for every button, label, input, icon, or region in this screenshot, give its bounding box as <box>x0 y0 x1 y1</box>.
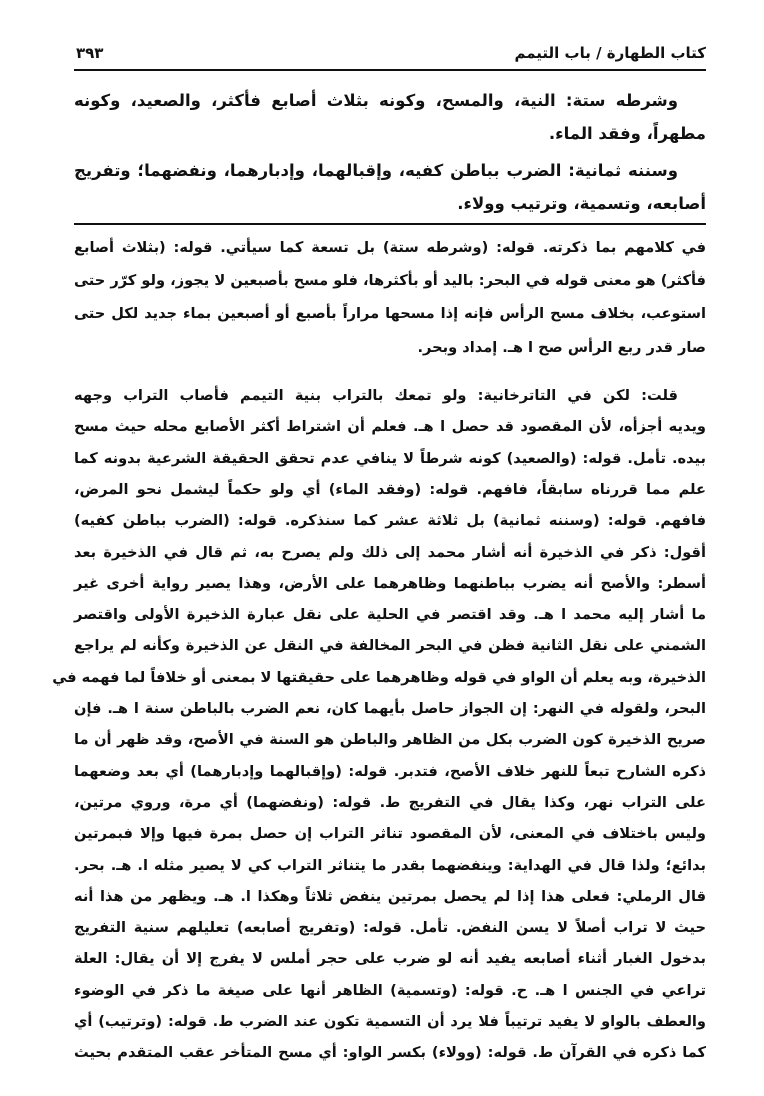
text-line: وشرطه ستة: النية، والمسح، وكونه بثلاث أصابع فأكثر، والصعيد، وكونه <box>74 91 678 110</box>
commentary-line: ذكره الشارح تبعاً للنهر خلاف الأصح، فتدبر. قوله: (وإقبالهما وإدبارهما) أي بعد وضعهما <box>74 762 706 780</box>
commentary-line: أسطر: والأصح أنه يضرب بباطنهما وظاهرهما على الأرض، وهذا يصير رواية أخرى غير <box>74 574 706 592</box>
header-rule <box>74 69 706 71</box>
commentary-line: أقول: ذكر في الذخيرة أنه أشار محمد إلى ذلك ولم يصرح به، ثم قال في الذخيرة بعد <box>74 543 706 561</box>
commentary-line: بدخول الغبار أثناء أصابعه يفيد أنه لو ضرب على حجر أملس لا يفرج إلا أن يقال: العلة <box>74 950 706 968</box>
commentary-line: ما أشار إليه محمد ا هـ. وقد اقتصر في الحلية على نقل عبارة الذخيرة الأولى واقتصر <box>74 606 706 624</box>
text-line: وسننه ثمانية: الضرب بباطن كفيه، وإقبالهما، وإدبارهما، ونفضهما؛ وتفريج <box>74 161 678 180</box>
commentary-line: استوعب، بخلاف مسح الرأس فإنه إذا مسحها مراراً بأصبع أو أصبعين بماء جديد لكل حتى <box>74 305 706 322</box>
commentary-line: قلت: لكن في التاترخانية: ولو تمعك بالتراب بنية التيمم فأصاب التراب وجهه <box>74 387 678 404</box>
commentary-line: كما ذكره في القرآن ط. قوله: (وولاء) بكسر الواو: أي مسح المتأخر عقب المتقدم بحيث <box>74 1044 706 1062</box>
commentary-line: البحر، ولقوله في النهر: إن الجواز حاصل بأيهما كان، نعم الضرب بالباطن سنة ا هـ. فإن <box>74 700 706 717</box>
commentary-line: ويديه أجزأه، لأن المقصود قد حصل ا هـ. فعلم أن اشتراط أكثر الأصابع محله حيث مسح <box>74 418 706 436</box>
commentary-line: بدائع؛ ولذا قال في الهداية: وينفضهما بقدر ما يتناثر التراب كي لا يصير مثله ا. هـ. بحر. <box>74 856 706 874</box>
chapter-title: كتاب الطهارة / باب التيمم <box>514 44 706 62</box>
commentary-line: في كلامهم بما ذكرته. قوله: (وشرطه ستة) بل تسعة كما سيأتي. قوله: (بثلاث أصابع <box>74 239 706 256</box>
commentary-line: قال الرملي: فعلى هذا إذا لم يحصل بمرتين ينفض ثلاثاً وهكذا ا. هـ. ويظهر من هذا أنه <box>74 887 706 905</box>
text-line: أصابعه، وتسمية، وترتيب وولاء. <box>457 194 706 213</box>
commentary-line: والعطف بالواو لا يفيد ترتيباً فلا يرد أن التسمية تكون عند الضرب ط. قوله: (وترتيب) أي <box>74 1013 706 1030</box>
commentary-line: حيث لا تراب أصلاً لا يسن النفض. تأمل. قوله: (وتفريج أصابعه) تعليلهم سنية التفريج <box>74 919 706 937</box>
commentary-line: صار قدر ربع الرأس صح ا هـ. إمداد وبحر. <box>417 339 706 356</box>
page-number: ٣٩٣ <box>76 44 104 62</box>
commentary-line: فأكثر) هو معنى قوله في البحر: باليد أو بأكثرها، فلو مسح بأصبعين لا يجوز، ولو كرّر حتى <box>74 272 706 289</box>
commentary-line: علم مما قررناه سابقاً، فافهم. قوله: (وفقد الماء) أي ولو حكماً ليشمل نحو المرض، <box>74 480 706 498</box>
footnote-separator <box>74 223 706 225</box>
text-line: مطهراً، وفقد الماء. <box>548 124 706 143</box>
commentary-line: بيده. تأمل. قوله: (والصعيد) كونه شرطاً لا ينافي عدم تحقق الحقيقة الشرعية بدونه كما <box>74 449 706 467</box>
commentary-line: صريح الذخيرة كون الضرب بكل من الظاهر والباطن هو السنة في الأصح، وقد ظهر أن ما <box>74 731 706 749</box>
commentary-line: وليس باختلاف في المعنى، لأن المقصود تناثر التراب إن حصل بمرة فيها وإلا فبمرتين <box>74 825 706 843</box>
commentary-line: تراعي في الجنس ا هـ. ح. قوله: (وتسمية) الظاهر أنها على صيغة ما ذكر في الوضوء <box>74 981 706 999</box>
commentary-line: على التراب نهر، وكذا يقال في التفريج ط. قوله: (ونفضهما) أي مرة، وروي مرتين، <box>74 793 706 811</box>
running-header <box>74 42 706 68</box>
commentary-line: الذخيرة، وبه يعلم أن الواو في قوله وظاهرهما على حقيقتها لا بمعنى أو خلافاً لما فهمه في <box>52 668 706 686</box>
commentary-line: الشمني على نقل الثانية فظن في البحر المخالفة في النقل عن الذخيرة وكأنه لم يراجع <box>74 637 706 655</box>
commentary-line: فافهم. قوله: (وسننه ثمانية) بل ثلاثة عشر كما سنذكره. قوله: (الضرب بباطن كفيه) <box>74 512 706 530</box>
